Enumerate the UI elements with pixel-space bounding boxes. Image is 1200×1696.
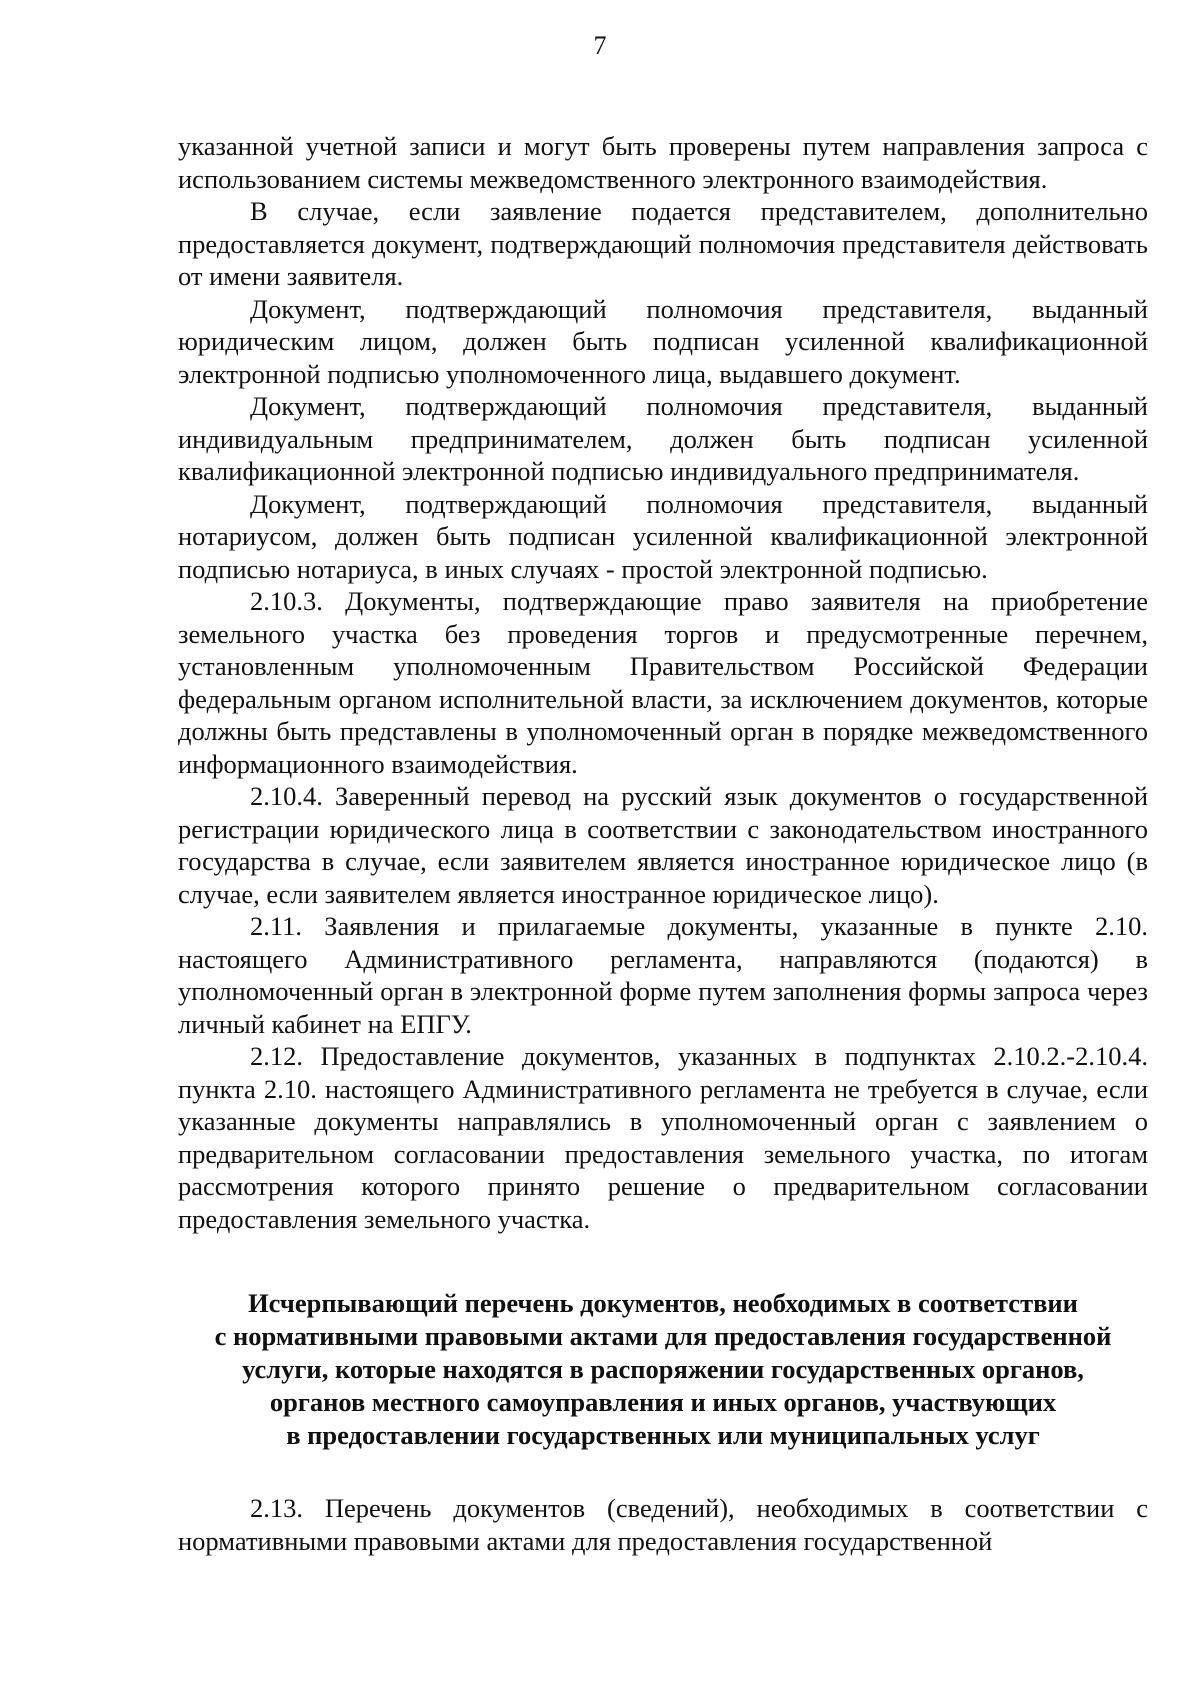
section-heading-line: услуги, которые находятся в распоряжении государственных органов, bbox=[242, 1354, 1084, 1384]
page-number: 7 bbox=[593, 31, 607, 60]
document-body bbox=[178, 130, 1148, 1557]
section-heading bbox=[178, 1287, 1148, 1452]
section-heading-line: Исчерпывающий перечень документов, необходимых в соответствии bbox=[248, 1288, 1078, 1318]
section-heading-line: органов местного самоуправления и иных органов, участвующих bbox=[269, 1387, 1057, 1417]
paragraph: 2.13. Перечень документов (сведений), необходимых в соответствии с нормативными правовыми актами для предоставления государственной bbox=[178, 1493, 1148, 1556]
paragraph: В случае, если заявление подается представителем, дополнительно предоставляется документ, подтверждающий полномочия представителя действовать от имени заявителя. bbox=[178, 196, 1148, 291]
paragraph: 2.11. Заявления и прилагаемые документы, указанные в пункте 2.10. настоящего Административного регламента, направляются (подаются) в уполномоченный орган в электронной форме путем заполнения формы запроса через личный кабинет на ЕПГУ. bbox=[178, 911, 1148, 1039]
section-heading-line: в предоставлении государственных или муниципальных услуг bbox=[286, 1420, 1040, 1450]
paragraph: 2.10.3. Документы, подтверждающие право заявителя на приобретение земельного участка без проведения торгов и предусмотренные перечнем, установленным уполномоченным Правительством Российской Федерации федеральным органом исполнительной власти, за исключением документов, которые должны быть представлены в уполномоченный орган в порядке межведомственного информационного взаимодействия. bbox=[178, 586, 1148, 779]
paragraph: Документ, подтверждающий полномочия представителя, выданный юридическим лицом, должен быть подписан усиленной квалификационной электронной подписью уполномоченного лица, выдавшего документ. bbox=[178, 293, 1148, 389]
paragraph: 2.12. Предоставление документов, указанных в подпунктах 2.10.2.-2.10.4. пункта 2.10. настоящего Административного регламента не требуется в случае, если указанные документы направлялись в уполномоченный орган с заявлением о предварительном согласовании предоставления земельного участка, по итогам рассмотрения которого принято решение о предварительном согласовании предоставления земельного участка. bbox=[178, 1041, 1148, 1234]
section-heading-line: с нормативными правовыми актами для предоставления государственной bbox=[214, 1321, 1112, 1351]
paragraph: Документ, подтверждающий полномочия представителя, выданный нотариусом, должен быть подписан усиленной квалификационной электронной подписью нотариуса, в иных случаях - простой электронной подписью. bbox=[178, 488, 1148, 584]
paragraph: 2.10.4. Заверенный перевод на русский язык документов о государственной регистрации юридического лица в соответствии с законодательством иностранного государства в случае, если заявителем является иностранное юридическое лицо (в случае, если заявителем является иностранное юридическое лицо). bbox=[178, 781, 1148, 909]
paragraph: указанной учетной записи и могут быть проверены путем направления запроса с использованием системы межведомственного электронного взаимодействия. bbox=[178, 131, 1148, 194]
paragraph: Документ, подтверждающий полномочия представителя, выданный индивидуальным предпринимателем, должен быть подписан усиленной квалификационной электронной подписью индивидуального предпринимателя. bbox=[178, 391, 1148, 486]
